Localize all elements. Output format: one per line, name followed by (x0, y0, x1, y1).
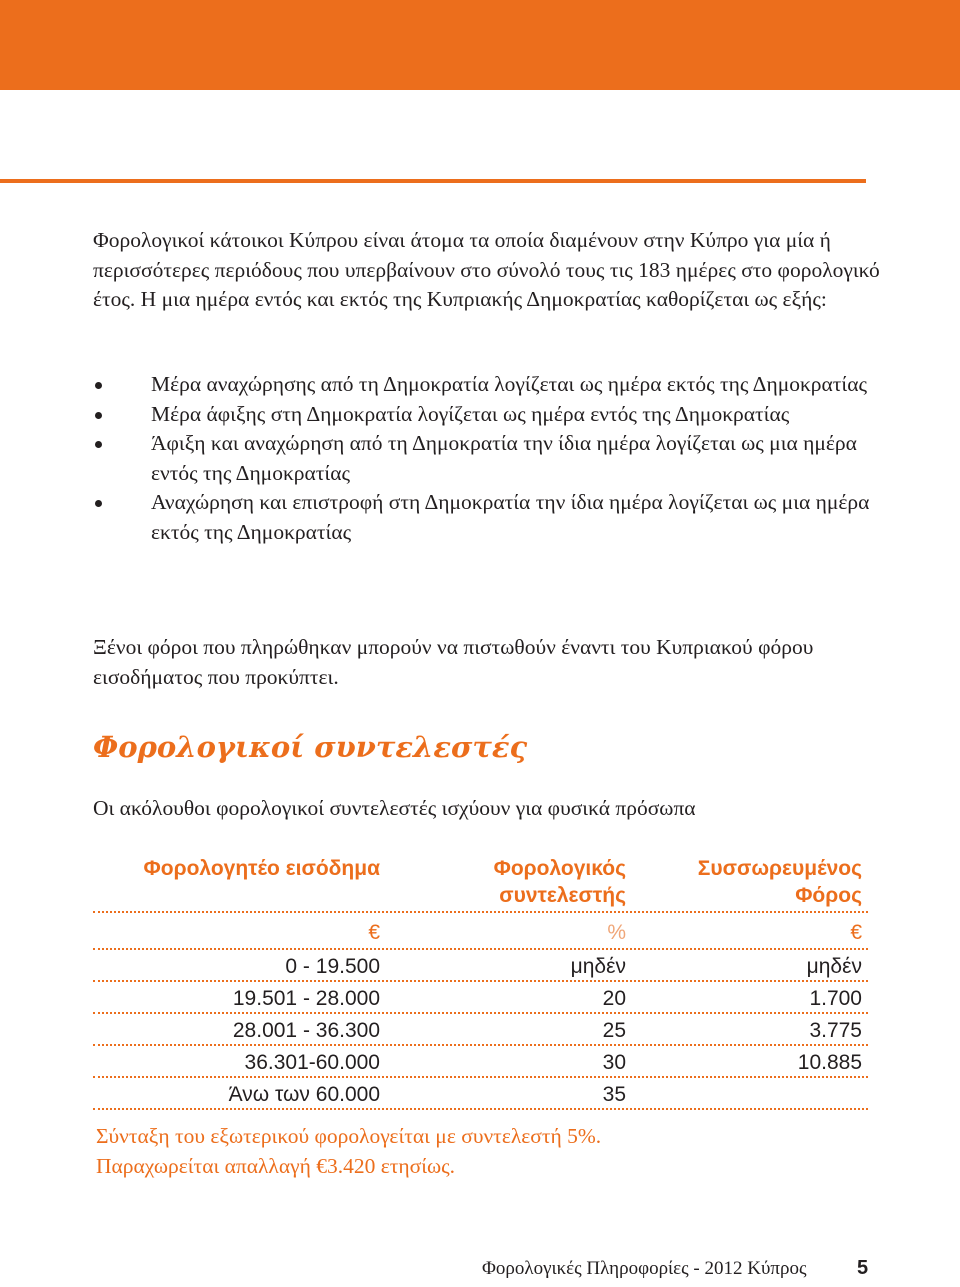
unit-rate: % (607, 921, 626, 944)
tax-rate: 25 (602, 1019, 626, 1042)
table-row (93, 1078, 868, 1110)
income-band: 28.001 - 36.300 (232, 1019, 380, 1042)
foreign-taxes-paragraph: Ξένοι φόροι που πληρώθηκαν μπορούν να πιστωθούν έναντι του Κυπριακού φόρου εισοδήματος που προκύπτει. (93, 635, 814, 689)
header-tax-rate: Φορολογικός συντελεστής (493, 857, 626, 907)
footer-title: Φορολογικές Πληροφορίες - 2012 Κύπρος (482, 1258, 807, 1279)
table-units-row (93, 913, 868, 950)
list-item-text: Μέρα αναχώρησης από τη Δημοκρατία λογίζεται ως ημέρα εκτός της Δημοκρατίας (151, 372, 867, 396)
bullet-icon (95, 382, 102, 389)
cumulative-tax (628, 1078, 868, 1108)
intro-paragraph: Φορολογικοί κάτοικοι Κύπρου είναι άτομα τα οποία διαμένουν στην Κύπρο για μία ή περισσότερες περιόδους που υπερβαίνουν στο σύνολό τους τις 183 ημέρες στο φορολογικό έτος. Η μια ημέρα εντός και εκτός της Κυπριακής Δημοκρατίας καθορίζεται ως εξής: (93, 228, 880, 311)
unit-tax: € (850, 921, 862, 944)
tax-rates-table (93, 855, 868, 1110)
list-item-text: Αναχώρηση και επιστροφή στη Δημοκρατία την ίδια ημέρα λογίζεται ως μια ημέρα εκτός της Δημοκρατίας (151, 490, 870, 544)
table-row (93, 1014, 868, 1046)
header-taxable-income: Φορολογητέο εισόδημα (143, 857, 380, 880)
list-item-text: Άφιξη και αναχώρηση από τη Δημοκρατία την ίδια ημέρα λογίζεται ως μια ημέρα εντός της Δημοκρατίας (151, 431, 857, 485)
income-band: Άνω των 60.000 (228, 1083, 380, 1106)
income-band: 19.501 - 28.000 (232, 987, 380, 1010)
residency-rules-list (93, 370, 883, 547)
cumulative-tax: 10.885 (797, 1051, 862, 1074)
header-cumulative-tax: Συσσωρευμένος Φόρος (697, 857, 862, 907)
table-row (93, 982, 868, 1014)
table-row (93, 950, 868, 982)
unit-income: € (368, 921, 380, 944)
tax-rate: 20 (602, 987, 626, 1010)
section-heading: Φορολογικοί συντελεστές (93, 730, 528, 764)
pension-note (96, 1122, 601, 1181)
header-band (0, 0, 960, 90)
section-intro: Οι ακόλουθοι φορολογικοί συντελεστές ισχύουν για φυσικά πρόσωπα (93, 796, 696, 820)
tax-rate: 30 (602, 1051, 626, 1074)
list-item (93, 370, 883, 400)
pension-rate-note: Σύνταξη του εξωτερικού φορολογείται με συντελεστή 5%. (96, 1124, 602, 1148)
tax-rate: μηδέν (570, 955, 626, 978)
list-item-text: Μέρα άφιξης στη Δημοκρατία λογίζεται ως ημέρα εντός της Δημοκρατίας (151, 401, 790, 426)
header-rule (0, 179, 866, 183)
cumulative-tax: 3.775 (809, 1019, 862, 1042)
income-band: 0 - 19.500 (285, 955, 380, 978)
income-band: 36.301-60.000 (244, 1051, 380, 1074)
bullet-icon (95, 412, 102, 419)
cumulative-tax: μηδέν (806, 955, 862, 978)
bullet-icon (95, 441, 102, 448)
list-item (93, 400, 883, 430)
cumulative-tax: 1.700 (809, 987, 862, 1010)
list-item (93, 429, 883, 488)
table-header-row (93, 855, 868, 913)
tax-rate: 35 (602, 1083, 626, 1106)
table-row (93, 1046, 868, 1078)
exemption-note: Παραχωρείται απαλλαγή €3.420 ετησίως. (96, 1153, 456, 1178)
bullet-icon (95, 500, 102, 507)
page-number: 5 (857, 1257, 869, 1279)
list-item (93, 488, 883, 547)
